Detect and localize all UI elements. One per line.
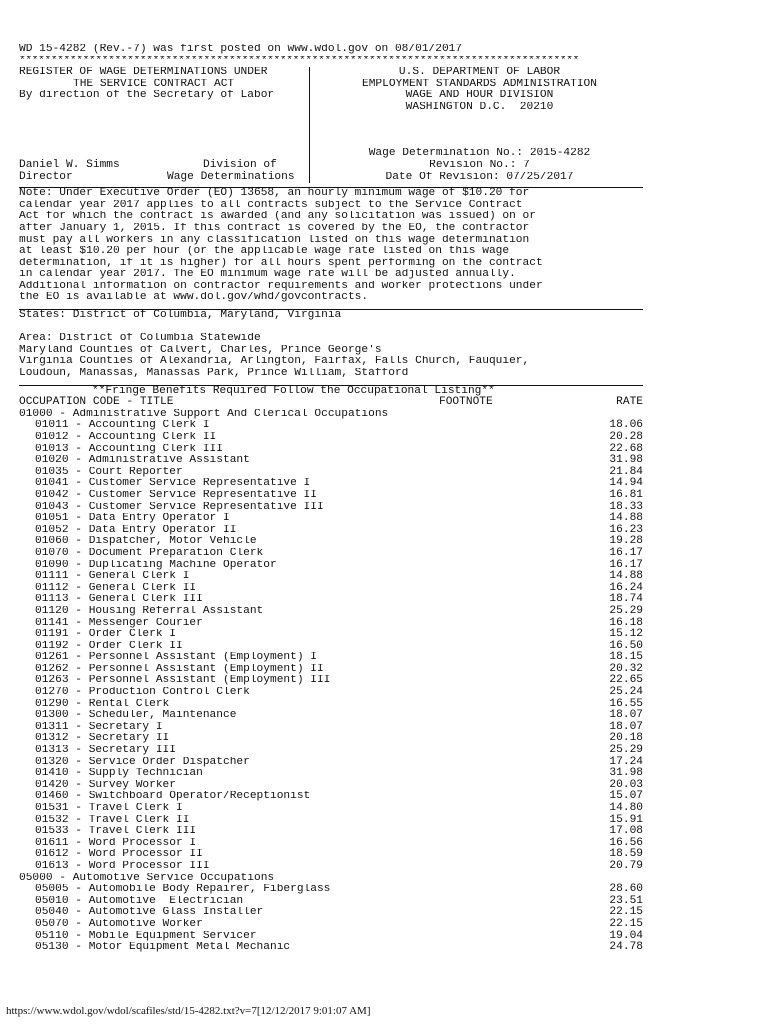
wd-revision: Revision No.: 7 — [429, 159, 530, 171]
occupation-row — [19, 780, 643, 792]
eo-note — [19, 188, 643, 304]
note-line: must pay all workers in any classification listed on this wage determination — [19, 234, 530, 246]
signer-name-row — [19, 160, 306, 172]
wd-revision-date: Date Of Revision: 07/25/2017 — [385, 171, 574, 183]
occupation-title: 01263 - Personnel Assistant (Employment) III — [35, 675, 331, 687]
occupation-row — [19, 907, 643, 919]
occupation-rate: 31.98 — [609, 454, 643, 467]
occupation-rate: 20.28 — [609, 431, 643, 443]
occupation-rate: 25.29 — [609, 604, 643, 617]
occupation-title: 01012 - Accounting Clerk II — [35, 432, 217, 443]
occupation-title: 01311 - Secretary I — [35, 721, 163, 733]
fringe-benefits-note: **Fringe Benefits Required Follow the Occupational Listing** — [92, 385, 495, 397]
occupation-row — [19, 722, 643, 734]
occupation-title: 01261 - Personnel Assistant (Employment) I — [35, 652, 317, 664]
occupation-title: 01090 - Duplicating Machine Operator — [35, 559, 277, 571]
area-line: Area: District of Columbia Statewide — [19, 333, 261, 345]
occupation-row — [19, 629, 643, 641]
occupation-row — [19, 594, 643, 606]
department-name: U.S. DEPARTMENT OF LABOR — [398, 67, 561, 79]
occupation-row — [19, 815, 643, 827]
occupation-title: 01191 - Order Clerk I — [35, 629, 176, 641]
occupation-rate: 18.74 — [609, 593, 643, 606]
occupation-row — [19, 942, 643, 954]
occupation-rate: 18.07 — [609, 709, 643, 722]
occupation-row — [19, 791, 643, 803]
occupation-row — [19, 420, 643, 432]
code-title-header: OCCUPATION CODE - TITLE — [19, 396, 174, 409]
occupation-row — [19, 745, 643, 757]
occupation-rate: 16.50 — [609, 639, 643, 652]
occupation-title: 01320 - Service Order Dispatcher — [35, 756, 250, 768]
header-vertical-divider — [309, 67, 310, 183]
signer-name: Daniel W. Simms — [19, 158, 120, 171]
document-header — [19, 67, 643, 183]
occupation-rate: 16.17 — [609, 546, 643, 559]
occupation-row — [19, 768, 643, 780]
occupation-rate: 19.28 — [609, 535, 643, 548]
footnote-header: FOOTNOTE — [439, 396, 493, 409]
occupation-rate: 23.51 — [609, 894, 643, 907]
occupation-rate: 14.88 — [609, 512, 643, 525]
occupation-title: 05040 - Automotive Glass Installer — [35, 907, 264, 919]
occupation-title: 01531 - Travel Clerk I — [35, 803, 183, 814]
area-line: Virginia Counties of Alexandria, Arlington, Fairfax, Falls Church, Fauquier, — [19, 356, 530, 368]
occupation-row — [19, 490, 643, 502]
occupation-row — [19, 502, 643, 514]
occupation-row — [19, 757, 643, 769]
star-divider: **************************************************************************************** — [19, 55, 579, 67]
occupation-row — [19, 687, 643, 699]
occupation-title: 05005 - Automobile Body Repairer, Fiberglass — [35, 884, 331, 896]
register-title-line-1: REGISTER OF WAGE DETERMINATIONS UNDER — [19, 67, 268, 79]
occupation-rate: 20.79 — [609, 859, 643, 872]
occupation-row — [19, 641, 643, 653]
occupation-rate: 14.94 — [609, 477, 643, 490]
note-line: Additional information on contractor requirements and worker protections under — [19, 280, 543, 292]
occupation-row — [19, 478, 643, 490]
note-line: calendar year 2017 applies to all contracts subject to the Service Contract — [19, 199, 523, 211]
occupation-row — [19, 444, 643, 456]
occupation-title: 01060 - Dispatcher, Motor Vehicle — [35, 536, 257, 548]
note-line: after January 1, 2015. If this contract is covered by the EO, the contractor — [19, 222, 530, 234]
note-line: the EO is available at www.dol.gov/whd/govcontracts. — [19, 292, 369, 304]
rate-header: RATE — [616, 396, 643, 409]
occupation-row — [19, 919, 643, 931]
area-line: Loudoun, Manassas, Manassas Park, Prince William, Stafford — [19, 368, 409, 380]
occupation-rate: 15.12 — [609, 628, 643, 641]
occupation-row — [19, 699, 643, 711]
occupation-rate: 16.55 — [609, 697, 643, 710]
occupation-row — [19, 664, 643, 676]
area-line: Maryland Counties of Calvert, Charles, Prince George's — [19, 344, 382, 356]
note-line: Note: Under Executive Order (EO) 13658, an hourly minimum wage of $10.20 for — [19, 188, 530, 200]
occupation-rate: 22.15 — [609, 906, 643, 919]
administration-name: EMPLOYMENT STANDARDS ADMINISTRATION — [362, 78, 597, 90]
occupation-title: 01070 - Document Preparation Clerk — [35, 547, 264, 559]
occupation-title: 01113 - General Clerk III — [35, 594, 203, 606]
occupation-title: 01312 - Secretary II — [35, 733, 170, 745]
occupation-title: 01460 - Switchboard Operator/Receptionist — [35, 791, 311, 803]
occupation-row — [19, 455, 643, 467]
division-name: WAGE AND HOUR DIVISION — [405, 90, 554, 102]
occupation-title: 01613 - Word Processor III — [35, 860, 210, 872]
occupation-title: 01052 - Data Entry Operator II — [35, 524, 237, 536]
occupation-rate: 16.23 — [609, 523, 643, 536]
occupation-rate: 21.84 — [609, 465, 643, 478]
occupation-row — [19, 861, 643, 873]
occupation-rate: 16.24 — [609, 581, 643, 594]
occupation-row — [19, 571, 643, 583]
occupation-row — [19, 560, 643, 572]
occupation-rate: 15.91 — [609, 813, 643, 826]
note-line: determination, if it is higher) for all hours spent performing on the contract — [19, 257, 543, 269]
register-title-line-2: THE SERVICE CONTRACT ACT — [73, 78, 235, 90]
signer-title-row — [19, 172, 306, 184]
occupation-row — [19, 849, 643, 861]
occupation-rate: 14.80 — [609, 802, 643, 814]
occupation-title: 01410 - Supply Technician — [35, 768, 203, 780]
occupation-group-heading: 01000 - Administrative Support And Clerical Occupations — [19, 408, 389, 420]
occupation-title: 01300 - Scheduler, Maintenance — [35, 710, 237, 722]
occupation-rate: 16.18 — [609, 616, 643, 629]
signer-title: Director — [19, 170, 73, 183]
occupation-rate: 22.65 — [609, 674, 643, 687]
occupation-row — [19, 525, 643, 537]
occupation-row — [19, 432, 643, 444]
occupation-title: 01532 - Travel Clerk II — [35, 814, 190, 826]
header-right — [316, 67, 643, 183]
occupation-rate: 18.15 — [609, 651, 643, 664]
register-title-line-3: By direction of the Secretary of Labor — [19, 90, 275, 102]
occupation-title: 01042 - Customer Service Representative II — [35, 489, 317, 501]
occupation-rate: 14.88 — [609, 570, 643, 583]
occupation-rate: 20.03 — [609, 778, 643, 791]
occupation-title: 01533 - Travel Clerk III — [35, 826, 197, 838]
occupation-row — [19, 931, 643, 943]
occupation-title: 01013 - Accounting Clerk III — [35, 443, 223, 455]
occupation-rate: 22.68 — [609, 442, 643, 455]
occupation-title: 01051 - Data Entry Operator I — [35, 513, 230, 525]
area-block — [19, 333, 643, 379]
occupation-rate: 20.32 — [609, 662, 643, 675]
occupation-title: 01112 - General Clerk II — [35, 582, 197, 594]
occupation-row — [19, 548, 643, 560]
occupation-row — [19, 884, 643, 896]
occupation-rate: 25.29 — [609, 744, 643, 757]
occupation-row — [19, 513, 643, 525]
note-line: Act for which the contract is awarded (and any solicitation was issued) on or — [19, 211, 536, 223]
occupation-rate: 18.59 — [609, 848, 643, 861]
occupation-title: 05110 - Mobile Equipment Servicer — [35, 930, 257, 942]
occupation-rate: 18.07 — [609, 720, 643, 733]
occupation-title: 01020 - Administrative Assistant — [35, 455, 250, 467]
occupation-rate: 15.07 — [609, 790, 643, 803]
occupation-title: 05070 - Automotive Worker — [35, 918, 203, 930]
occupation-rate: 17.08 — [609, 825, 643, 838]
occupation-rate: 18.06 — [609, 419, 643, 432]
occupation-title: 01035 - Court Reporter — [35, 466, 183, 478]
occupation-row — [19, 838, 643, 850]
note-line: at least $10.20 per hour (or the applicable wage rate listed on this wage — [19, 246, 510, 258]
occupation-row — [19, 675, 643, 687]
occupation-rate: 18.33 — [609, 500, 643, 513]
note-line: in calendar year 2017. The EO minimum wage rate will be adjusted annually. — [19, 269, 516, 281]
occupation-rate: 16.17 — [609, 558, 643, 571]
division-line-2: Wage Determinations — [167, 170, 295, 183]
occupation-row — [19, 896, 643, 908]
occupation-rate: 20.18 — [609, 732, 643, 745]
occupation-group-heading: 05000 - Automotive Service Occupations — [19, 872, 275, 884]
occupation-title: 01043 - Customer Service Representative III — [35, 501, 324, 513]
posting-line: WD 15-4282 (Rev.-7) was first posted on www.wdol.gov on 08/01/2017 — [19, 44, 463, 55]
occupation-title: 01262 - Personnel Assistant (Employment) II — [35, 663, 324, 675]
occupation-rate: 19.04 — [609, 929, 643, 942]
occupation-title: 01612 - Word Processor II — [35, 849, 203, 861]
occupation-title: 01011 - Accounting Clerk I — [35, 420, 210, 432]
occupation-rate: 16.81 — [609, 488, 643, 501]
occupation-row — [19, 583, 643, 595]
occupation-row — [19, 536, 643, 548]
page-url-footer: https://www.wdol.gov/wdol/scafiles/std/15-4282.txt?v=7[12/12/2017 9:01:07 AM] — [6, 1005, 371, 1017]
column-headers — [19, 397, 643, 409]
occupation-title: 01120 - Housing Referral Assistant — [35, 605, 264, 617]
occupation-title: 01313 - Secretary III — [35, 745, 176, 757]
states-line: States: District of Columbia, Maryland, Virginia — [19, 310, 342, 322]
occupation-row — [19, 733, 643, 745]
occupation-row — [19, 652, 643, 664]
occupation-list — [19, 409, 643, 954]
occupation-title: 01290 - Rental Clerk — [35, 698, 170, 710]
occupation-rate: 31.98 — [609, 767, 643, 780]
occupation-title: 01141 - Messenger Courier — [35, 617, 203, 629]
occupation-rate: 22.15 — [609, 917, 643, 930]
department-address: WASHINGTON D.C. 20210 — [405, 101, 554, 113]
occupation-row — [19, 618, 643, 630]
wd-number: Wage Determination No.: 2015-4282 — [368, 148, 591, 160]
division-line-1: Division of — [203, 158, 277, 171]
occupation-rate: 28.60 — [609, 883, 643, 896]
occupation-row — [19, 826, 643, 838]
occupation-row — [19, 467, 643, 479]
occupation-row — [19, 710, 643, 722]
occupation-title: 01041 - Customer Service Representative I — [35, 478, 311, 490]
occupation-title: 01611 - Word Processor I — [35, 837, 197, 849]
occupation-row — [19, 606, 643, 618]
occupation-title: 01420 - Survey Worker — [35, 779, 176, 791]
occupation-title: 05130 - Motor Equipment Metal Mechanic — [35, 942, 291, 954]
occupation-row — [19, 803, 643, 815]
header-left — [19, 67, 306, 183]
occupation-title: 05010 - Automotive Electrician — [35, 895, 244, 907]
wage-determination-document — [19, 44, 643, 954]
occupation-title: 01111 - General Clerk I — [35, 571, 190, 583]
occupation-rate: 16.56 — [609, 836, 643, 849]
occupation-rate: 17.24 — [609, 755, 643, 768]
occupation-rate: 24.78 — [609, 941, 643, 954]
occupation-title: 01192 - Order Clerk II — [35, 640, 183, 652]
occupation-rate: 25.24 — [609, 686, 643, 699]
occupation-title: 01270 - Production Control Clerk — [35, 687, 250, 699]
